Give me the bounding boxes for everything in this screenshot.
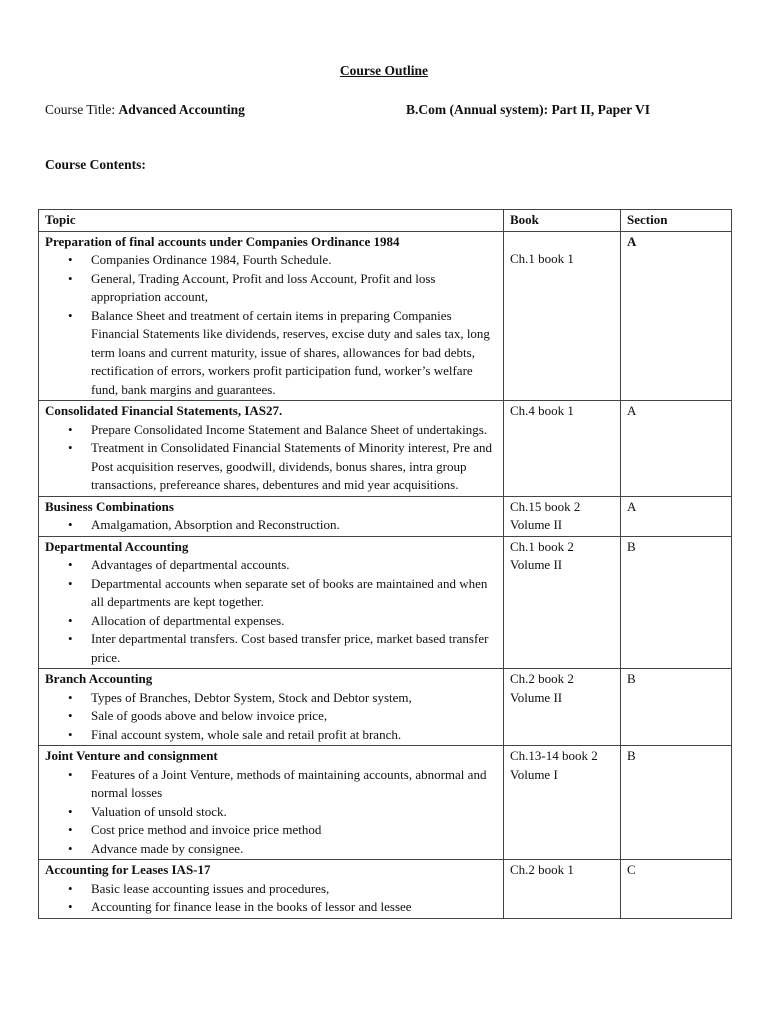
list-item: • Advantages of departmental accounts. — [91, 556, 497, 575]
topic-heading: Preparation of final accounts under Companies Ordinance 1984 — [45, 233, 400, 249]
section-cell: B — [621, 746, 732, 860]
topic-points-list — [45, 689, 497, 745]
column-header-book: Book — [504, 210, 621, 232]
section-cell: B — [621, 536, 732, 669]
list-item: • Companies Ordinance 1984, Fourth Schedule. — [91, 251, 497, 270]
topic-heading: Accounting for Leases IAS-17 — [45, 862, 211, 877]
topic-cell — [39, 401, 504, 497]
list-item: • Features of a Joint Venture, methods of maintaining accounts, abnormal and normal losses — [91, 766, 497, 803]
topic-cell — [39, 231, 504, 401]
list-item: • Sale of goods above and below invoice price, — [91, 707, 497, 726]
column-header-topic: Topic — [39, 210, 504, 232]
topic-cell — [39, 860, 504, 919]
topic-heading: Joint Venture and consignment — [45, 748, 218, 763]
list-item: • Amalgamation, Absorption and Reconstruction. — [91, 516, 497, 535]
list-item: • Accounting for finance lease in the books of lessor and lessee — [91, 898, 497, 917]
list-item: • Advance made by consignee. — [91, 840, 497, 859]
table-row — [39, 536, 732, 669]
list-item: • Prepare Consolidated Income Statement and Balance Sheet of undertakings. — [91, 421, 497, 440]
list-item: • Departmental accounts when separate set of books are maintained and when all departments are kept together. — [91, 575, 497, 612]
topic-heading: Business Combinations — [45, 498, 174, 514]
topic-cell — [39, 746, 504, 860]
book-cell: Ch.2 book 1 — [504, 860, 621, 919]
list-item: • Valuation of unsold stock. — [91, 803, 497, 822]
section-cell: A — [621, 231, 732, 401]
course-outline-table — [38, 209, 732, 919]
topic-cell — [39, 496, 504, 536]
list-item: • Allocation of departmental expenses. — [91, 612, 497, 631]
table-row — [39, 669, 732, 746]
topic-cell — [39, 669, 504, 746]
book-cell — [504, 231, 621, 401]
list-item: • Basic lease accounting issues and procedures, — [91, 880, 497, 899]
book-reference: Ch.1 book 1 — [510, 250, 574, 266]
table-row — [39, 746, 732, 860]
section-cell: B — [621, 669, 732, 746]
list-item: • Treatment in Consolidated Financial Statements of Minority interest, Pre and Post acquisition reserves, goodwill, dividends, bonus shares, intra group transactions, prefereance shares, debentures and mid year acquisitions. — [91, 439, 497, 495]
list-item: • Inter departmental transfers. Cost based transfer price, market based transfer price. — [91, 630, 497, 667]
topic-points-list — [45, 516, 497, 535]
book-cell: Ch.2 book 2 Volume II — [504, 669, 621, 746]
topic-cell — [39, 536, 504, 669]
table-row — [39, 401, 732, 497]
table-row — [39, 496, 732, 536]
topic-heading: Departmental Accounting — [45, 538, 189, 554]
list-item: • Types of Branches, Debtor System, Stock and Debtor system, — [91, 689, 497, 708]
table-header-row — [39, 210, 732, 232]
page-title: Course Outline — [339, 63, 429, 78]
section-cell: A — [621, 496, 732, 536]
topic-points-list — [45, 766, 497, 859]
topic-points-list — [45, 251, 497, 399]
list-item: • Balance Sheet and treatment of certain items in preparing Companies Financial Statements like dividends, reserves, excise duty and sales tax, long term loans and current maturity, issue of shares, allowances for bad debts, rectification of errors, workers profit participation fund, worker’s welfare fund, bank margins and guarantees. — [91, 307, 497, 400]
section-cell: A — [621, 401, 732, 497]
book-cell: Ch.1 book 2 Volume II — [504, 536, 621, 669]
table-row — [39, 231, 732, 401]
topic-points-list — [45, 421, 497, 495]
section-cell: C — [621, 860, 732, 919]
topic-heading: Consolidated Financial Statements, IAS27. — [45, 403, 283, 418]
book-cell: Ch.13-14 book 2 Volume I — [504, 746, 621, 860]
table-row — [39, 860, 732, 919]
book-cell: Ch.15 book 2 Volume II — [504, 496, 621, 536]
topic-points-list — [45, 556, 497, 667]
course-contents-heading: Course Contents: — [45, 157, 146, 172]
column-header-section: Section — [621, 210, 732, 232]
book-cell: Ch.4 book 1 — [504, 401, 621, 497]
list-item: • Final account system, whole sale and retail profit at branch. — [91, 726, 497, 745]
topic-heading: Branch Accounting — [45, 671, 153, 686]
list-item: • Cost price method and invoice price method — [91, 821, 497, 840]
course-title-value: Advanced Accounting — [118, 102, 245, 117]
program-label: B.Com (Annual system): Part II, Paper VI — [406, 102, 650, 117]
list-item: • General, Trading Account, Profit and loss Account, Profit and loss appropriation account, — [91, 270, 497, 307]
course-info-line — [45, 102, 745, 118]
topic-points-list — [45, 880, 497, 917]
course-title-label: Course Title: — [45, 102, 116, 117]
